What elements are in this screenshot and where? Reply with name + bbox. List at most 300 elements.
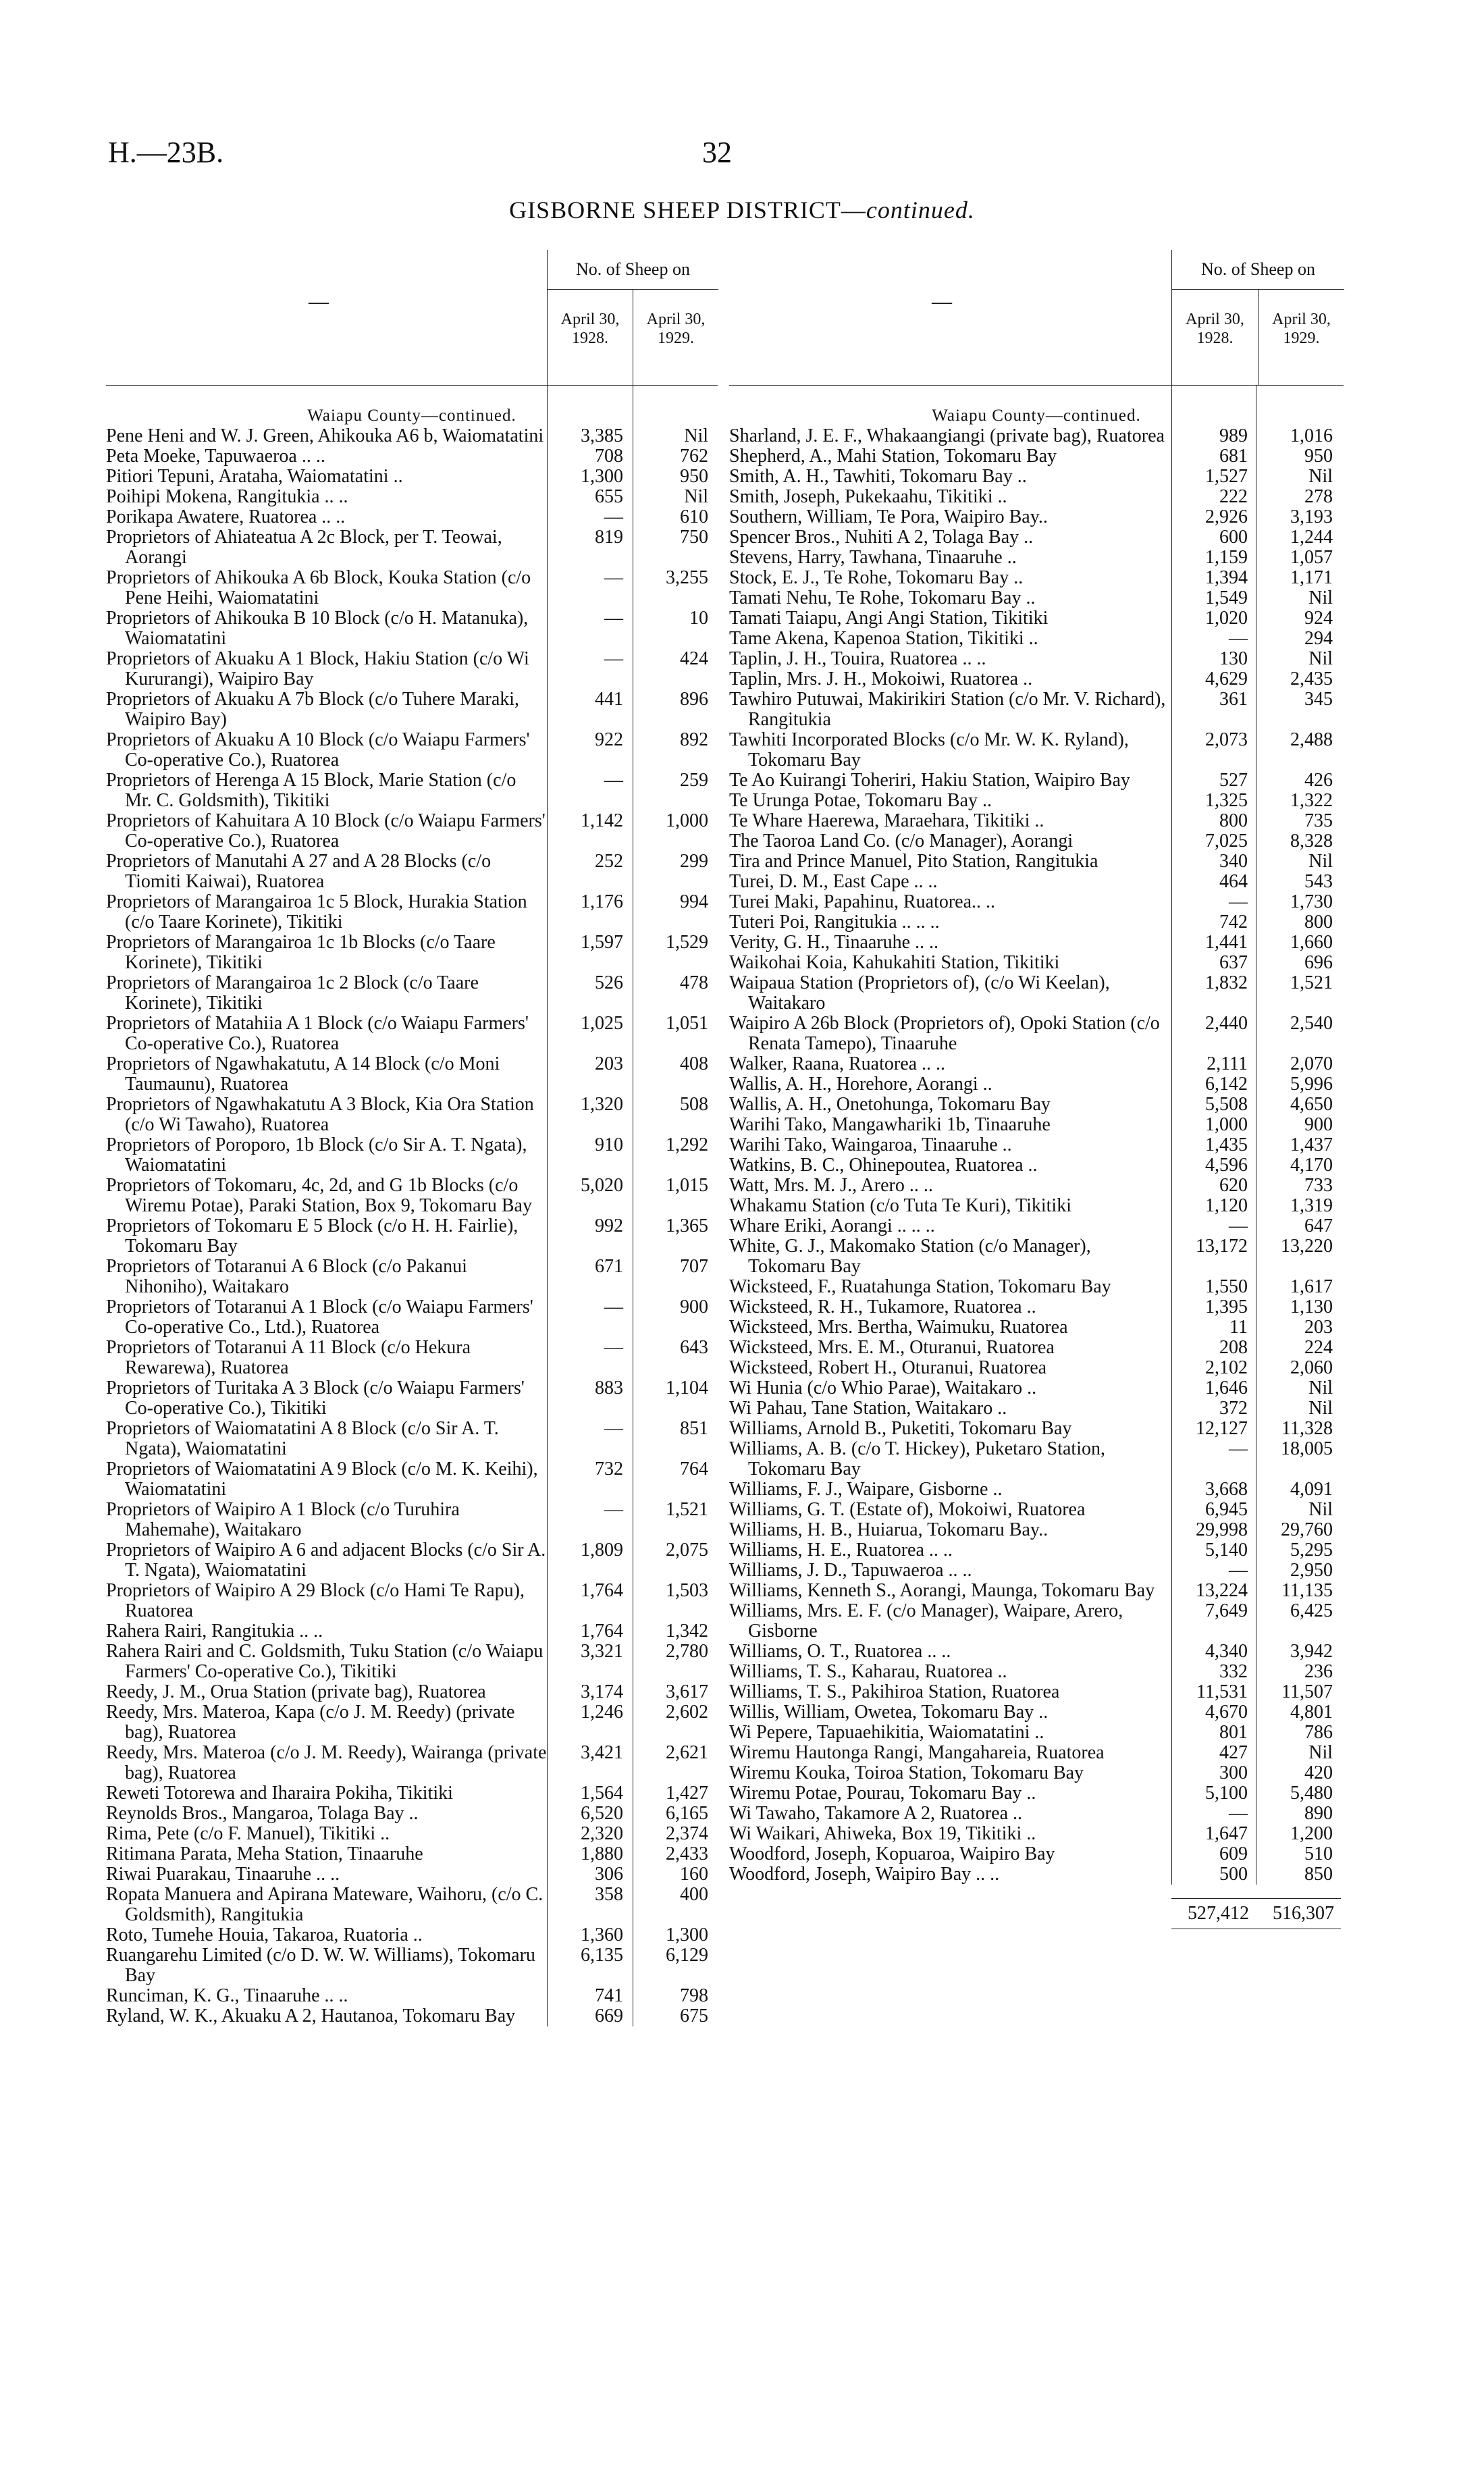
owner-name: Proprietors of Ahiateatua A 2c Block, per T. Teowai, Aorangi [106,527,502,568]
table-row [106,1986,718,2006]
owner-name: Rahera Rairi, Rangitukia .. .. [106,1621,323,1642]
sheep-1929: 10 [689,608,708,629]
sheep-1929: 6,129 [666,1945,708,1966]
sheep-1928: 203 [595,1053,623,1074]
sheep-1928: 741 [595,1985,623,2006]
owner-name: Proprietors of Herenga A 15 Block, Marie Station (c/o Mr. C. Goldsmith), Tikitiki [106,770,516,811]
right-column [729,250,1344,1929]
owner-name: Reedy, Mrs. Materoa, Kapa (c/o J. M. Reedy) (private bag), Ruatorea [106,1702,515,1743]
table-row [729,467,1344,487]
sheep-1929: 1,057 [1290,547,1333,568]
sheep-1928: 1,159 [1205,547,1248,568]
sheep-1928: 441 [595,689,623,710]
table-row [106,2006,718,2026]
county-heading: Waiapu County—continued. [932,407,1141,425]
owner-name: Taplin, Mrs. J. H., Mokoiwi, Ruatorea .. [729,669,1033,689]
owner-name: Proprietors of Totaranui A 11 Block (c/o Hekura Rewarewa), Ruatorea [106,1337,471,1378]
owner-name: Williams, Kenneth S., Aorangi, Maunga, Tokomaru Bay [729,1580,1155,1601]
sheep-1929: 1,730 [1290,891,1333,912]
sheep-count-header [1171,250,1344,385]
table-row [106,1581,718,1621]
col-1929-label: April 30, 1929. [1258,290,1344,386]
sheep-1929: 2,374 [666,1823,708,1844]
owner-name: Wicksteed, F., Ruatahunga Station, Tokomaru Bay [729,1276,1111,1297]
sheep-1929: 764 [680,1459,708,1479]
owner-name: Wiremu Potae, Pourau, Tokomaru Bay .. [729,1783,1036,1804]
sheep-1928: 6,520 [581,1803,623,1824]
owner-name: Taplin, J. H., Touira, Ruatorea .. .. [729,648,986,669]
sheep-1928: 2,926 [1205,506,1248,527]
sheep-1929: Nil [1308,1499,1333,1520]
sheep-1928: 671 [595,1256,623,1277]
sheep-1929: Nil [1308,587,1333,608]
owner-name: Reweti Totorewa and Iharaira Pokiha, Tikitiki [106,1783,453,1804]
col-1929-label: April 30, 1929. [633,290,718,386]
sheep-1928: 2,102 [1205,1357,1248,1378]
owner-name: Woodford, Joseph, Kopuaroa, Waipiro Bay [729,1843,1055,1864]
sheep-1928: 2,073 [1205,729,1248,750]
sheep-1929: 786 [1304,1722,1333,1743]
sheep-1929: 2,488 [1290,729,1333,750]
total-1929: 516,307 [1256,1898,1341,1929]
sheep-1929: 735 [1304,810,1333,831]
sheep-1929: 892 [680,729,708,750]
table-row [106,487,718,507]
owner-name: Willis, William, Owetea, Tokomaru Bay .. [729,1702,1049,1723]
sheep-1928: — [604,1337,623,1358]
table-row [729,1398,1344,1419]
table-row [729,1601,1344,1642]
page-number: 32 [702,136,732,169]
owner-name: Wi Pahau, Tane Station, Waitakaro .. [729,1398,1007,1419]
owner-name: Stevens, Harry, Tawhana, Tinaaruhe .. [729,547,1017,568]
sheep-1929: 2,950 [1290,1560,1333,1581]
sheep-1929: 236 [1304,1661,1333,1682]
table-row [106,1925,718,1945]
table-row [729,1297,1344,1317]
sheep-1928: 3,421 [581,1742,623,1763]
owner-name: Proprietors of Waipiro A 29 Block (c/o Hami Te Rapu), Ruatorea [106,1580,525,1621]
owner-name: Waikohai Koia, Kahukahiti Station, Tikitiki [729,952,1060,973]
sheep-1928: — [604,648,623,669]
sheep-1928: 5,508 [1205,1094,1248,1115]
table-row [106,892,718,933]
table-row [729,1702,1344,1723]
table-row [106,1176,718,1216]
owner-name: Proprietors of Matahiia A 1 Block (c/o Waiapu Farmers' Co-operative Co.), Ruatorea [106,1013,529,1054]
owner-name: Proprietors of Marangairoa 1c 1b Blocks (c/o Taare Korinete), Tikitiki [106,932,496,973]
table-row [729,1277,1344,1297]
owner-name: Williams, T. S., Kaharau, Ruatorea .. [729,1661,1007,1682]
sheep-1928: 742 [1219,912,1248,933]
sheep-1929: 798 [680,1985,708,2006]
table-row [729,1439,1344,1479]
sheep-1929: 1,015 [666,1175,708,1196]
sheep-1928: 1,832 [1205,972,1248,993]
table-row [729,426,1344,446]
sheep-1928: 427 [1219,1742,1248,1763]
sheep-1929: 750 [680,527,708,548]
sheep-1928: 1,597 [581,932,623,953]
sheep-count-header [547,250,718,385]
sheep-1929: 1,503 [666,1580,708,1601]
sheep-1928: 1,300 [581,466,623,487]
owner-name: Porikapa Awatere, Ruatorea .. .. [106,506,346,527]
sheep-1928: 13,224 [1196,1580,1248,1601]
sheep-1929: 1,617 [1290,1276,1333,1297]
sheep-1929: 5,295 [1290,1540,1333,1561]
table-row [729,1014,1344,1054]
sheep-1929: 896 [680,689,708,710]
sheep-1929: 4,170 [1290,1155,1333,1176]
sheep-1928: 6,142 [1205,1074,1248,1095]
sheep-1929: 1,427 [666,1783,708,1804]
owner-name: Smith, Joseph, Pukekaahu, Tikitiki .. [729,486,1007,507]
table-row [729,568,1344,588]
page-title [0,196,1484,224]
owner-name: Pitiori Tepuni, Arataha, Waiomatatini .. [106,466,403,487]
left-rows [106,386,718,2026]
sheep-1929: 3,617 [666,1681,708,1702]
table-row [729,608,1344,629]
table-row [729,588,1344,608]
sheep-1929: 2,780 [666,1641,708,1662]
sheep-1928: — [604,567,623,588]
owner-name: Proprietors of Waipiro A 1 Block (c/o Turuhira Mahemahe), Waitakaro [106,1499,460,1540]
sheep-1928: 300 [1219,1762,1248,1783]
table-row [106,1844,718,1864]
table-row [106,1864,718,1885]
sheep-1929: 426 [1304,770,1333,791]
sheep-1928: 332 [1219,1661,1248,1682]
sheep-1929: 299 [680,851,708,872]
table-row [106,689,718,730]
sheep-1928: 222 [1219,486,1248,507]
sheep-1928: 306 [595,1864,623,1885]
table-row [729,770,1344,791]
sheep-1928: 910 [595,1134,623,1155]
left-column [106,250,718,2026]
sheep-1929: 1,244 [1290,527,1333,548]
sheep-1929: 2,435 [1290,669,1333,689]
owner-name: Proprietors of Akuaku A 1 Block, Hakiu Station (c/o Wi Kururangi), Waipiro Bay [106,648,529,689]
sheep-1928: 1,360 [581,1924,623,1945]
sheep-1929: 1,319 [1290,1195,1333,1216]
sheep-1929: 420 [1304,1762,1333,1783]
table-row [729,689,1344,730]
owner-name: Shepherd, A., Mahi Station, Tokomaru Bay [729,446,1057,467]
sheep-1928: 1,549 [1205,587,1248,608]
sheep-1928: 1,527 [1205,466,1248,487]
table-row [106,1945,718,1986]
owner-name: Roto, Tumehe Houia, Takaroa, Ruatoria .. [106,1924,423,1945]
sheep-1928: — [1229,1215,1248,1236]
table-row [106,608,718,649]
sheep-1928: 1,764 [581,1580,623,1601]
table-row [106,426,718,446]
sheep-1928: 7,649 [1205,1600,1248,1621]
table-row [729,730,1344,770]
table-row [106,649,718,689]
table-row [106,1095,718,1135]
owner-name: Rahera Rairi and C. Goldsmith, Tuku Station (c/o Waiapu Farmers' Co-operative Co.), Tikitiki [106,1641,544,1682]
sheep-1928: 5,140 [1205,1540,1248,1561]
owner-name: Tuteri Poi, Rangitukia .. .. .. [729,912,940,933]
table-row [729,1378,1344,1398]
table-row [729,831,1344,852]
sheep-1928: 6,945 [1205,1499,1248,1520]
owner-name: Proprietors of Waipiro A 6 and adjacent Blocks (c/o Sir A. T. Ngata), Waiomatatini [106,1540,546,1581]
table-row [729,811,1344,831]
table-row [729,1804,1344,1824]
sheep-1929: 762 [680,446,708,467]
sheep-1928: 4,629 [1205,669,1248,689]
sheep-1928: 1,000 [1205,1114,1248,1135]
table-row [729,1783,1344,1804]
sheep-1929: Nil [1308,466,1333,487]
table-row [729,1500,1344,1520]
sheep-1929: 1,365 [666,1215,708,1236]
sheep-1928: 1,880 [581,1843,623,1864]
sheep-1928: — [604,506,623,527]
owner-name: Wi Waikari, Ahiweka, Box 19, Tikitiki .. [729,1823,1036,1844]
sheep-1929: 1,171 [1290,567,1333,588]
owner-name: Proprietors of Akuaku A 10 Block (c/o Waiapu Farmers' Co-operative Co.), Ruatorea [106,729,530,770]
owner-name: Proprietors of Ngawhakatutu A 3 Block, Kia Ora Station (c/o Wi Tawaho), Ruatorea [106,1094,534,1135]
sheep-1929: 1,000 [666,810,708,831]
sheep-1928: — [1229,1560,1248,1581]
sheep-1928: 1,120 [1205,1195,1248,1216]
table-row [729,629,1344,649]
sheep-1928: 5,020 [581,1175,623,1196]
sheep-1928: 800 [1219,810,1248,831]
sheep-1928: 1,020 [1205,608,1248,629]
sheep-1929: 1,529 [666,932,708,953]
table-row [106,1743,718,1783]
sheep-1928: 3,385 [581,425,623,446]
owner-name: Whakamu Station (c/o Tuta Te Kuri), Tikitiki [729,1195,1071,1216]
sheep-1928: 732 [595,1459,623,1479]
table-row [729,1844,1344,1864]
sheep-1929: 1,660 [1290,932,1333,953]
table-row [729,1581,1344,1601]
sheep-1929: 1,130 [1290,1296,1333,1317]
table-row [729,669,1344,689]
table-row [106,852,718,892]
owner-name: Proprietors of Ahikouka B 10 Block (c/o H. Matanuka), Waiomatatini [106,608,529,649]
sheep-1928: 527 [1219,770,1248,791]
table-row [729,1723,1344,1743]
owner-name: Smith, A. H., Tawhiti, Tokomaru Bay .. [729,466,1027,487]
table-row [106,770,718,811]
sheep-1928: 1,142 [581,810,623,831]
owner-name: Proprietors of Ngawhakatutu, A 14 Block (c/o Moni Taumaunu), Ruatorea [106,1053,500,1095]
owner-name: Wallis, A. H., Onetohunga, Tokomaru Bay [729,1094,1051,1115]
owner-name: Tira and Prince Manuel, Pito Station, Rangitukia [729,851,1098,872]
sheep-1928: 4,340 [1205,1641,1248,1662]
header-dash: — [932,290,952,313]
sheep-1928: 500 [1219,1864,1248,1885]
owner-name: Williams, F. J., Waipare, Gisborne .. [729,1479,1003,1500]
sheep-1929: 8,328 [1290,831,1333,852]
table-row [729,953,1344,973]
owner-name: Runciman, K. G., Tinaaruhe .. .. [106,1985,348,2006]
table-row [729,1135,1344,1155]
sheep-1929: 1,016 [1290,425,1333,446]
sheep-1929: 294 [1304,628,1333,649]
owner-name: Te Ao Kuirangi Toheriri, Hakiu Station, Waipiro Bay [729,770,1130,791]
col-1928-label: April 30, 1928. [1186,311,1244,347]
right-rows [729,386,1344,1885]
owner-name: Ruangarehu Limited (c/o D. W. W. Williams), Tokomaru Bay [106,1945,535,1986]
table-row [729,973,1344,1014]
sheep-1929: 1,300 [666,1924,708,1945]
sheep-1928: 1,320 [581,1094,623,1115]
sheep-1928: 1,647 [1205,1823,1248,1844]
sheep-1928: 208 [1219,1337,1248,1358]
owner-name: Wi Pepere, Tapuaehikitia, Waiomatatini .. [729,1722,1044,1743]
owner-name: Williams, Mrs. E. F. (c/o Manager), Waipare, Arero, Gisborne [729,1600,1123,1642]
sheep-group-label: No. of Sheep on [1172,250,1344,290]
sheep-1929: 11,328 [1281,1418,1333,1439]
sheep-1929: Nil [1308,648,1333,669]
sheep-1929: 4,091 [1290,1479,1333,1500]
sheep-1928: 1,809 [581,1540,623,1561]
owner-name: Proprietors of Manutahi A 27 and A 28 Blocks (c/o Tiomiti Kaiwai), Ruatorea [106,851,492,892]
table-row [106,1621,718,1642]
sheep-1928: 4,596 [1205,1155,1248,1176]
owner-name: Tawhiro Putuwai, Makirikiri Station (c/o Mr. V. Richard), Rangitukia [729,689,1166,730]
header-dash: — [309,290,329,313]
title-main: GISBORNE SHEEP DISTRICT— [509,196,866,224]
sheep-1929: 345 [1304,689,1333,710]
sheep-1929: 2,070 [1290,1053,1333,1074]
sheep-1928: 372 [1219,1398,1248,1419]
table-row [106,730,718,770]
sheep-1928: 2,440 [1205,1013,1248,1034]
owner-name: Te Whare Haerewa, Maraehara, Tikitiki .. [729,810,1044,831]
owner-name: Watkins, B. C., Ohinepoutea, Ruatorea .. [729,1155,1038,1176]
sheep-1929: 1,104 [666,1378,708,1398]
sheep-1928: 1,441 [1205,932,1248,953]
sheep-1928: 1,550 [1205,1276,1248,1297]
sheep-1928: 922 [595,729,623,750]
owner-name: Sharland, J. E. F., Whakaangiangi (private bag), Ruatorea [729,425,1165,446]
owner-name: Proprietors of Turitaka A 3 Block (c/o Waiapu Farmers' Co-operative Co.), Tikitiki [106,1378,525,1419]
owner-name: Walker, Raana, Ruatorea .. .. [729,1053,946,1074]
sheep-1929: 707 [680,1256,708,1277]
sheep-1929: 543 [1304,871,1333,892]
sheep-1928: — [604,1296,623,1317]
sheep-1928: 3,321 [581,1641,623,1662]
sheep-1928: 29,998 [1196,1519,1248,1540]
sheep-1928: 1,025 [581,1013,623,1034]
owner-name: Proprietors of Poroporo, 1b Block (c/o Sir A. T. Ngata), Waiomatatini [106,1134,527,1176]
sheep-1929: 1,200 [1290,1823,1333,1844]
sheep-1929: 3,942 [1290,1641,1333,1662]
table-row [729,1763,1344,1783]
table-row [729,1540,1344,1561]
owner-name: Turei, D. M., East Cape .. .. [729,871,938,892]
table-row [729,548,1344,568]
sheep-1928: 600 [1219,527,1248,548]
table-row [729,1155,1344,1176]
sheep-1929: 3,255 [666,567,708,588]
sheep-1929: 11,135 [1281,1580,1333,1601]
table-row [729,1479,1344,1500]
owner-name: Proprietors of Marangairoa 1c 5 Block, Hurakia Station (c/o Taare Korinete), Tikitiki [106,891,527,933]
owner-name: Wicksteed, Robert H., Oturanui, Ruatorea [729,1357,1047,1378]
sheep-1928: 1,564 [581,1783,623,1804]
table-row [106,1804,718,1824]
sheep-1928: 1,176 [581,891,623,912]
sheep-1929: 994 [680,891,708,912]
table-row [729,1642,1344,1662]
sheep-1928: 620 [1219,1175,1248,1196]
owner-name: Wallis, A. H., Horehore, Aorangi .. [729,1074,992,1095]
table-row [729,1662,1344,1682]
table-row [106,1135,718,1176]
owner-name: Ryland, W. K., Akuaku A 2, Hautanoa, Tokomaru Bay [106,2006,516,2026]
sheep-1928: 819 [595,527,623,548]
table-row [106,973,718,1014]
sheep-1928: — [1229,628,1248,649]
sheep-1929: 259 [680,770,708,791]
owner-name: Warihi Tako, Waingaroa, Tinaaruhe .. [729,1134,1012,1155]
table-row [729,1824,1344,1844]
sheep-1928: 358 [595,1884,623,1905]
sheep-1929: 1,292 [666,1134,708,1155]
table-row [729,507,1344,527]
sheep-1928: 883 [595,1378,623,1398]
owner-name: Rima, Pete (c/o F. Manuel), Tikitiki .. [106,1823,390,1844]
owner-name: Waipaua Station (Proprietors of), (c/o Wi Keelan), Waitakaro [729,972,1110,1014]
table-row [729,1196,1344,1216]
total-1928: 527,412 [1171,1898,1256,1929]
sheep-1929: 610 [680,506,708,527]
sheep-1928: 637 [1219,952,1248,973]
owner-name: Williams, A. B. (c/o T. Hickey), Puketaro Station, Tokomaru Bay [729,1438,1105,1479]
owner-name: Proprietors of Tokomaru E 5 Block (c/o H. H. Fairlie), Tokomaru Bay [106,1215,519,1257]
sheep-1929: 478 [680,972,708,993]
owner-name: Whare Eriki, Aorangi .. .. .. [729,1215,935,1236]
owner-name: Williams, Arnold B., Puketiti, Tokomaru Bay [729,1418,1072,1439]
sheep-1929: 203 [1304,1317,1333,1338]
sheep-1928: 12,127 [1196,1418,1248,1439]
owner-name: Williams, G. T. (Estate of), Mokoiwi, Ruatorea [729,1499,1086,1520]
sheep-1929: 18,005 [1281,1438,1333,1459]
sheep-1929: 733 [1304,1175,1333,1196]
sheep-1929: 5,996 [1290,1074,1333,1095]
table-row [729,487,1344,507]
sheep-1929: 424 [680,648,708,669]
owner-name: Reynolds Bros., Mangaroa, Tolaga Bay .. [106,1803,419,1824]
table-row [729,933,1344,953]
sheep-1929: 224 [1304,1337,1333,1358]
sheep-1929: 4,650 [1290,1094,1333,1115]
sheep-1928: 7,025 [1205,831,1248,852]
owner-name: Woodford, Joseph, Waipiro Bay .. .. [729,1864,1000,1885]
table-row [106,1419,718,1459]
table-row [729,1743,1344,1763]
table-row [729,527,1344,548]
sheep-group-label: No. of Sheep on [548,250,718,290]
table-row [106,1885,718,1925]
table-row [729,1216,1344,1236]
sheep-1928: 252 [595,851,623,872]
table-row [106,446,718,467]
sheep-1929: 950 [680,466,708,487]
